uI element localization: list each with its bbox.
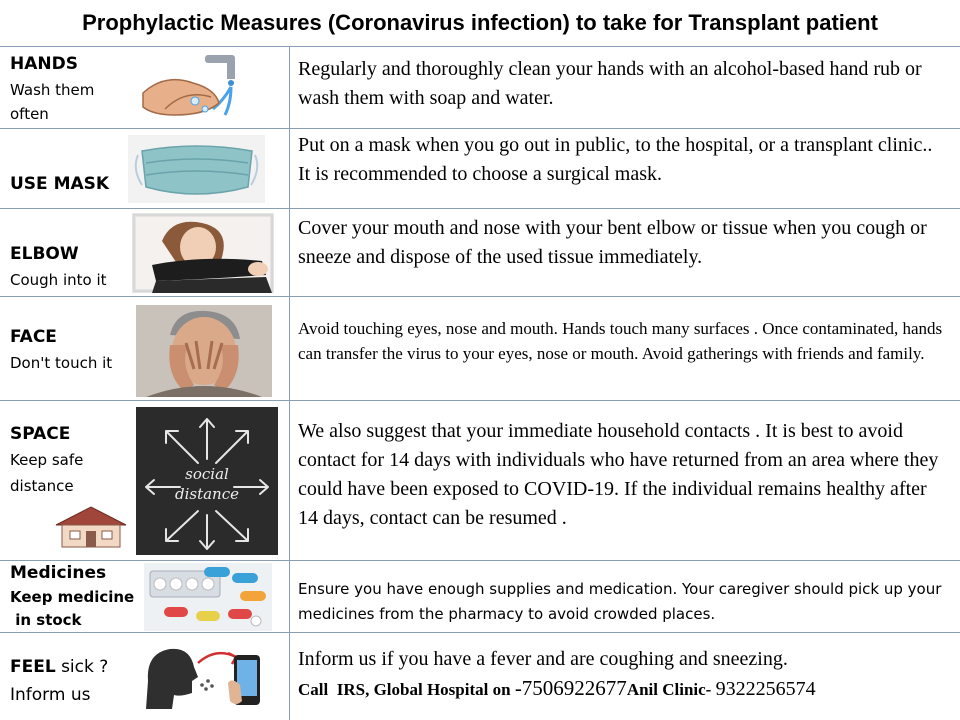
space-heading: SPACE (10, 424, 71, 444)
house-icon (52, 505, 130, 549)
pills-icon (144, 563, 272, 631)
mask-label (10, 171, 109, 197)
medicines-sub-2: in stock (10, 611, 82, 629)
space-label (10, 421, 83, 499)
hand-washing-icon (135, 53, 245, 123)
space-sub-2: distance (10, 477, 74, 495)
hands-heading: HANDS (10, 54, 78, 74)
row-elbow (0, 208, 960, 296)
row-hands (0, 46, 960, 128)
feel-sick-label (10, 653, 108, 709)
elbow-label (10, 241, 107, 293)
phone-number-2[interactable]: 9322256574 (715, 678, 816, 700)
chalk-word-social: social (185, 465, 229, 483)
row-feel-sick (0, 632, 960, 720)
medicines-heading: Medicines (10, 563, 107, 583)
face-label (10, 324, 112, 376)
feel-heading-bold: FEEL (10, 657, 56, 677)
anil-clinic-label: Anil Clinic- (626, 680, 716, 699)
phone-number-1[interactable]: -7506922677 (514, 676, 627, 700)
feel-sick-line-1: Inform us if you have a fever and are coughing and sneezing. (298, 648, 788, 670)
elbow-heading: ELBOW (10, 244, 79, 264)
feel-heading-rest: sick ? (55, 657, 109, 677)
elbow-text: Cover your mouth and nose with your bent elbow or tissue when you cough or sneeze and dispose of the used tissue immediately. (298, 217, 927, 268)
social-distance-icon (136, 407, 278, 555)
page-title: Prophylactic Measures (Coronavirus infection) to take for Transplant patient (82, 10, 878, 35)
chalk-word-distance: distance (174, 485, 240, 503)
medicines-sub-1: Keep medicine (10, 588, 135, 606)
medicines-text: Ensure you have enough supplies and medication. Your caregiver should pick up your medicines from the pharmacy to avoid crowded places. (298, 580, 942, 623)
mask-text: Put on a mask when you go out in public, to the hospital, or a transplant clinic.. It is recommended to choose a surgical mask. (298, 134, 933, 185)
elbow-sub: Cough into it (10, 271, 107, 289)
row-space (0, 400, 960, 560)
space-sub-1: Keep safe (10, 451, 84, 469)
row-face (0, 296, 960, 400)
surgical-mask-icon (128, 135, 265, 203)
medicines-label (10, 561, 134, 631)
feel-sick-text (298, 645, 948, 706)
hands-sub-2: often (10, 105, 49, 123)
face-text: Avoid touching eyes, nose and mouth. Hands touch many surfaces . Once contaminated, hands can transfer the virus to your eyes, nose or mouth. Avoid gatherings with friends and family. (298, 319, 943, 363)
hands-label (10, 51, 94, 125)
hands-on-face-icon (136, 305, 272, 397)
call-label: Call IRS, Global Hospital on (298, 680, 515, 699)
space-text: We also suggest that your immediate household contacts . It is best to avoid contact for 14 days with individuals who have returned from an area where they could have been exposed to COVID-19. If the individual remains healthy after 14 days, contact can be resumed . (298, 420, 939, 529)
phone-call-icon (140, 641, 266, 713)
feel-sub: Inform us (10, 685, 91, 705)
row-mask (0, 128, 960, 208)
face-heading: FACE (10, 327, 57, 347)
mask-heading: USE MASK (10, 174, 110, 194)
row-medicines (0, 560, 960, 632)
face-sub: Don't touch it (10, 354, 113, 372)
cough-elbow-icon (132, 213, 274, 293)
hands-text: Regularly and thoroughly clean your hands with an alcohol-based hand rub or wash them with soap and water. (298, 58, 922, 109)
hands-sub-1: Wash them (10, 81, 95, 99)
